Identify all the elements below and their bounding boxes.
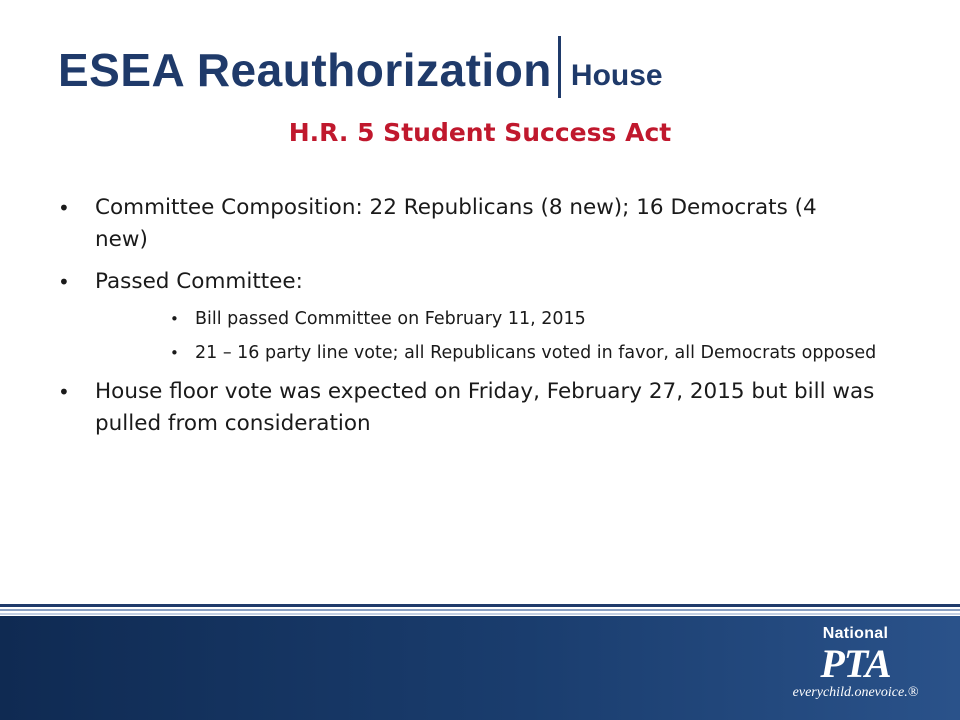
logo-tagline: everychild.onevoice.® [792,685,919,700]
logo-national-text: National [822,625,889,642]
footer-bar [0,616,960,720]
bullet-item [58,376,898,440]
title-separator [558,36,561,98]
slide-title [58,28,663,98]
bullet-list [58,192,898,440]
sub-bullet-list [95,306,898,366]
sub-bullet-item [95,306,898,332]
sub-bullet-text: 21 – 16 party line vote; all Republicans voted in favor, all Democrats opposed [195,343,877,363]
slide-subtitle: H.R. 5 Student Success Act [288,118,672,147]
bullet-item [58,192,898,256]
bullet-item [58,266,898,366]
title-main: ESEA Reauthorization [58,44,552,96]
sub-bullet-item [95,340,898,366]
bullet-text: Committee Composition: 22 Republicans (8 new); 16 Democrats (4 new) [95,195,817,252]
logo-pta-text: PTA [820,641,891,686]
footer-divider [0,604,960,616]
title-sub: House [570,59,663,92]
sub-bullet-text: Bill passed Committee on February 11, 2015 [195,309,586,329]
pta-logo [773,624,938,712]
bullet-text: House floor vote was expected on Friday, February 27, 2015 but bill was pulled from consideration [95,379,875,436]
bullet-text: Passed Committee: [95,269,303,294]
